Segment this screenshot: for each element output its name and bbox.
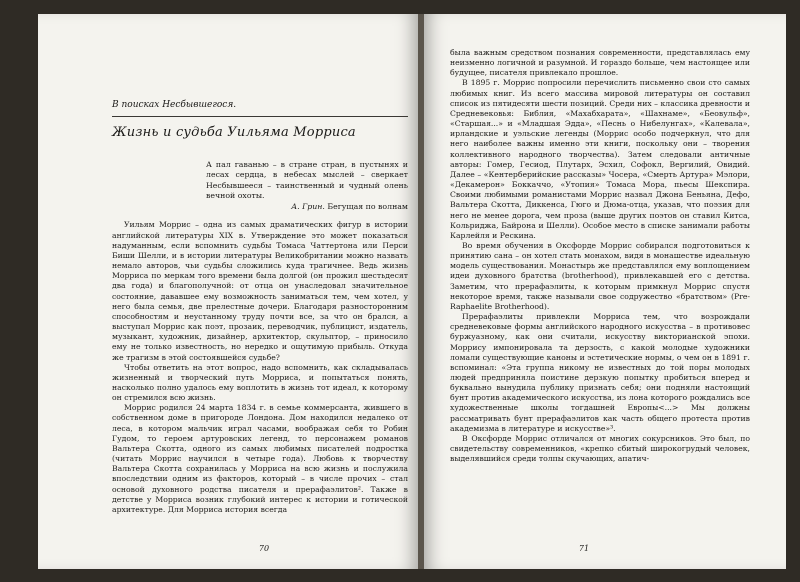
- chapter-title: Жизнь и судьба Уильяма Морриса: [112, 125, 356, 140]
- paragraph: Во время обучения в Оксфорде Моррис собирался подготовиться к принятию сана – он хотел стать монахом, видя в монашестве идеальную модель существования. Монастырь же представлялся ему воплощением идеи духовного братства (brotherhood), привлекавшей его с детства. Заметим, что прерафаэлиты, к которым примкнул Моррис спустя некоторое время, также называли свое содружество «братством» (Pre-Raphaelite Brotherhood).: [450, 240, 750, 311]
- page-number: 71: [578, 544, 590, 553]
- epigraph-source: Бегущая по волнам: [327, 202, 408, 212]
- running-header: В поисках Несбывшегося.: [112, 100, 237, 110]
- paragraph: В Оксфорде Моррис отличался от многих сокурсников. Это был, по свидетельству современников, «крепко сбитый широкогрудый человек, выделявшийся среди толпы скучающих, апатич-: [450, 433, 750, 464]
- epigraph-author: А. Грин.: [291, 202, 325, 212]
- paragraph: В 1895 г. Моррис попросили перечислить письменно свои сто самых любимых книг. Из всего массива мировой литературы он составил список из пятидесяти шести позиций. Среди них – классика древности и Средневековья: Библия, «Махабхарата», «Шахнаме», «Беовульф», «Старшая...» и «Младшая Эдда», «Песнь о Нибелунгах», «Калевала», ирландские и уэльские легенды (Моррис особо подчеркнул, что для него наиболее важны именно эти книги, поскольку они – творения коллективного народного творчества). Затем следовали античные авторы: Гомер, Гесиод, Плутарх, Эсхил, Софокл, Вергилий, Овидий. Далее – «Кентерберийские рассказы» Чосера, «Смерть Артура» Мэлори, «Декамерон» Боккаччо, «Утопия» Томаса Мора, пьесы Шекспира. Своими любимыми романистами Моррис назвал Джона Беньяна, Дефо, Вальтера Скотта, Диккенса, Гюго и Дюма-отца, указав, что поэзия для него не менее дорога, чем проза (выше других поэтов он ставил Китса, Кольриджа, Байрона и Шелли). Особое место в списке занимали работы Карлейля и Рескина.: [450, 78, 750, 240]
- left-page-content: [112, 100, 408, 515]
- right-page-content: [450, 48, 750, 464]
- epigraph: [206, 160, 408, 212]
- left-page: [38, 14, 418, 569]
- paragraph: Чтобы ответить на этот вопрос, надо вспомнить, как складывалась жизненный и творческий путь Морриса, и попытаться понять, насколько полно удалось ему воплотить в жизнь тот идеал, к которому он стремился всю жизнь.: [112, 362, 408, 403]
- paragraph: была важным средством познания современности, представлялась ему неизменно логичной и разумной. И гораздо больше, чем настоящее или будущее, писателя привлекало прошлое.: [450, 48, 750, 78]
- paragraph: Моррис родился 24 марта 1834 г. в семье коммерсанта, жившего в собственном доме в пригороде Лондона. Дом находился недалеко от леса, в котором мальчик играл часами, воображая себя то Робин Гудом, то героем артуровских легенд, то персонажем романов Вальтера Скотта, одного из самых любимых писателей подростка (читать Моррис научился в четыре года). Любовь к творчеству Вальтера Скотта сохранилась у Морриса на всю жизнь и послужила впоследствии одним из факторов, который – в числе прочих – стал основой духовного родства писателя и прерафаэлитов². Также в детстве у Морриса возник глубокий интерес к истории и готической архитектуре. Для Морриса история всегда: [112, 403, 408, 514]
- epigraph-attribution: [206, 202, 408, 212]
- right-page: [424, 14, 786, 569]
- paragraph: Уильям Моррис – одна из самых драматических фигур в истории английской литературы XIX в. Утверждение это может показаться надуманным, если вспомнить судьбы Томаса Чаттертона или Перси Биши Шелли, и в истории литературы Великобритании можно назвать немало авторов, чьи судьбы сложились куда трагичнее. Ведь жизнь Морриса по меркам того времени была долгой (он прожил шестьдесят два года) и благополучной: от отца он унаследовал значительное состояние, дававшее ему возможность заниматься тем, чем хотел, у него была семья, две прелестные дочери. Благодаря разносторонним способностям и неустанному труду почти все, за что он брался, а выступал Моррис как поэт, прозаик, переводчик, публицист, издатель, музыкант, художник, дизайнер, архитектор, скульптор, – приносило ему не только известность, но нередко и ощутимую прибыль. Откуда же трагизм в этой состоявшейся судьбе?: [112, 220, 408, 362]
- epigraph-text: А пал гаванью – в стране стран, в пустынях и лесах сердца, в небесах мыслей – сверкает Несбывшееся – таинственный и чудный олень вечной охоты.: [206, 160, 408, 200]
- header-rule: [112, 116, 408, 117]
- paragraph: Прерафаэлиты привлекли Морриса тем, что возрождали средневековые формы английского народного искусства – в противовес буржуазному, как они считали, искусству викторианской эпохи. Моррису импонировала та дерзость, с какой молодые художники ломали существующие каноны и эстетические нормы, о чем он в 1891 г. вспоминал: «Эта группа никому не известных до той поры молодых людей предприняла поистине дерзкую попытку пробиться вперед и буквально вынудила публику признать себя; они подняли настоящий бунт против академического искусства, из лона которого рождались все художественные школы тогдашней Европы<...> Мы должны рассматривать бунт прерафаэлитов как часть общего протеста против академизма в литературе и искусстве»³.: [450, 312, 750, 433]
- page-number: 70: [258, 544, 270, 553]
